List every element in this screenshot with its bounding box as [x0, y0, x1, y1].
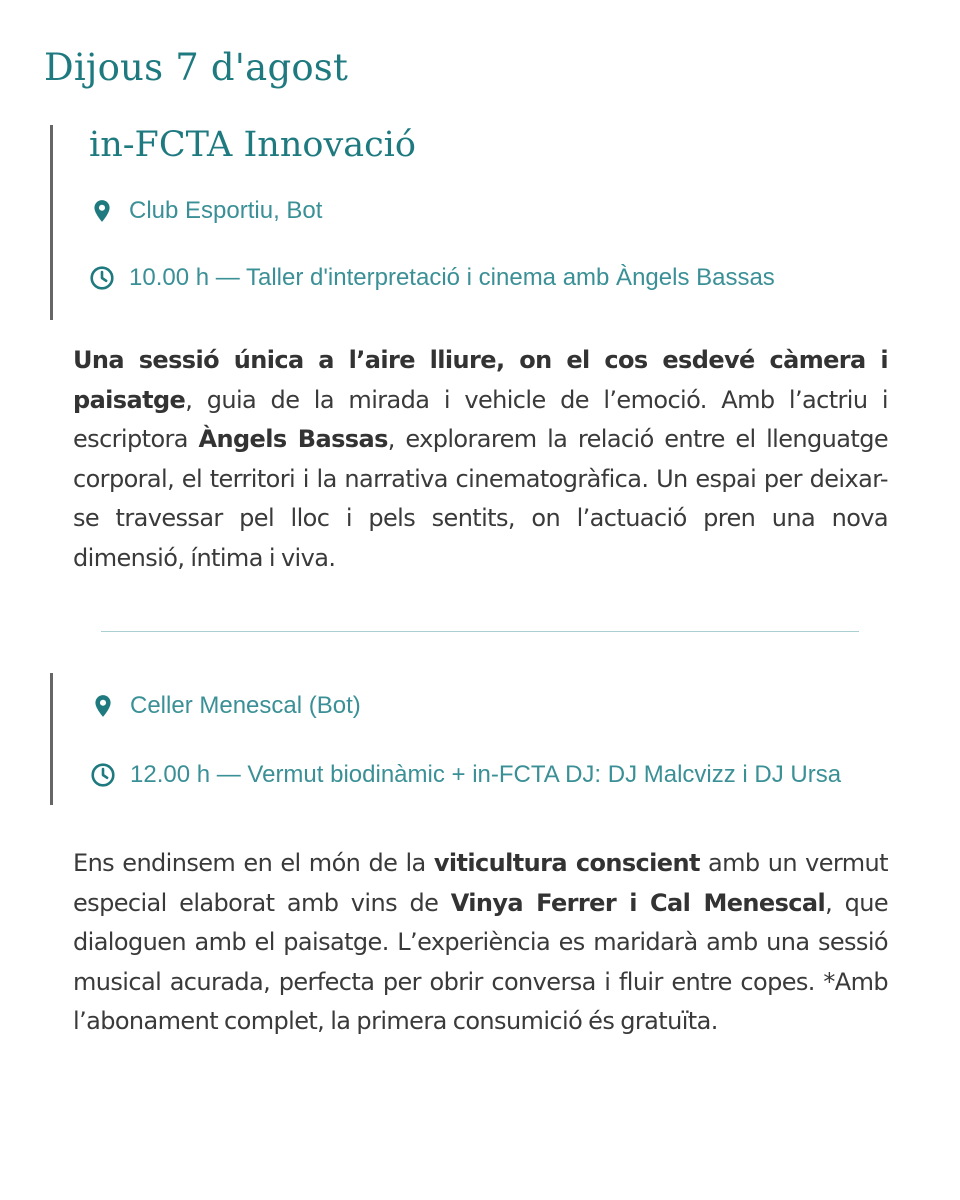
- clock-icon: [89, 265, 115, 291]
- location-text: Club Esportiu, Bot: [129, 197, 323, 224]
- event-location: [90, 692, 361, 720]
- event-block: [50, 125, 933, 320]
- location-text: Celler Menescal (Bot): [130, 692, 361, 719]
- schedule-text: 10.00 h — Taller d'interpretació i cinema amb Àngels Bassas: [129, 264, 775, 291]
- description-text: , que dialoguen amb el paisatge. L’experiència es maridarà amb una sessió musical acurada, perfecta per obrir conversa i fluir entre copes. *Amb l’abonament complet, la primera consumició és gratuïta.: [73, 888, 888, 1035]
- map-pin-icon: [90, 693, 116, 719]
- event-schedule: [89, 264, 775, 292]
- map-pin-icon: [89, 198, 115, 224]
- description-bold-text: Àngels Bassas: [198, 425, 388, 453]
- event-schedule: [90, 761, 841, 789]
- event-description: [73, 341, 888, 578]
- event-block: [50, 673, 933, 805]
- description-bold-text: viticultura conscient: [433, 849, 700, 877]
- clock-icon: [90, 762, 116, 788]
- description-text: amb un vermut especial elaborat amb vins de: [73, 849, 888, 917]
- description-text: Ens endinsem en el món de la: [73, 849, 434, 877]
- description-text: , explorarem la relació entre el llenguatge corporal, el territori i la narrativa cinematogràfica. Un espai per deixar-se travessar pel lloc i pels sentits, on l’actuació pren una nova dimensió, íntima i viva.: [73, 425, 888, 572]
- divider: [101, 631, 859, 632]
- description-text: , guia de la mirada i vehicle de l’emoció. Amb l’actriu i escriptora: [73, 385, 888, 453]
- event-description: [73, 844, 888, 1042]
- schedule-text: 12.00 h — Vermut biodinàmic + in-FCTA DJ: DJ Malcvizz i DJ Ursa: [130, 761, 842, 788]
- day-title: Dijous 7 d'agost: [44, 46, 349, 89]
- event-location: [89, 197, 322, 225]
- description-bold-text: Una sessió única a l’aire lliure, on el cos esdevé càmera i paisatge: [73, 346, 888, 414]
- event-title: in-FCTA Innovació: [89, 125, 416, 165]
- description-bold-text: Vinya Ferrer i Cal Menescal: [450, 888, 826, 917]
